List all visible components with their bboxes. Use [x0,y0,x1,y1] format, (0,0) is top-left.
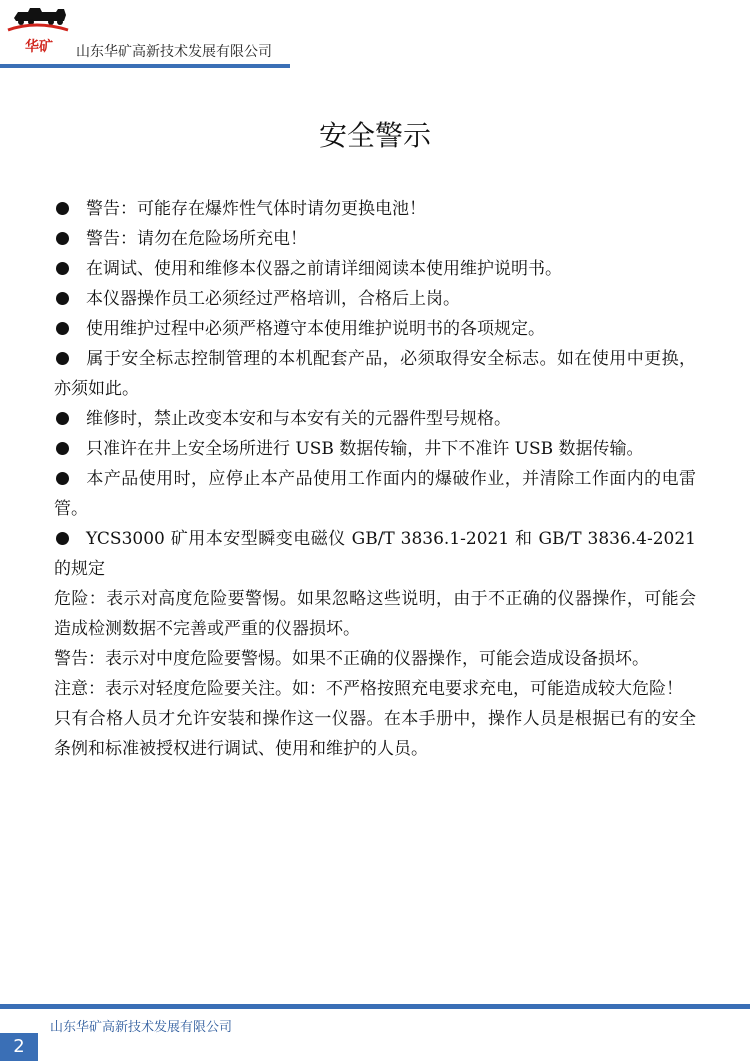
bullet-text: 警告：请勿在危险场所充电！ [86,229,307,249]
bullet-dot-icon [56,322,69,335]
page-number: 2 [0,1033,38,1061]
bullet-dot-icon [56,442,69,455]
bullet-item [54,344,696,404]
bullet-dot-icon [56,292,69,305]
bullet-item [54,284,696,314]
bullet-dot-icon [56,472,69,485]
bullet-dot-icon [56,232,69,245]
warning-paragraph: 警告：表示对中度危险要警惕。如果不正确的仪器操作，可能会造成设备损坏。 [54,649,649,669]
bullet-item [54,314,696,344]
page-header [0,0,750,72]
page-title: 安全警示 [318,119,431,152]
bullet-text: 在调试、使用和维修本仪器之前请详细阅读本使用维护说明书。 [86,259,562,279]
bullet-item [54,254,696,284]
bullet-item [54,224,696,254]
bullet-dot-icon [56,202,69,215]
bullet-text: 本产品使用时，应停止本产品使用工作面内的爆破作业，并清除工作面内的电雷管。 [54,469,696,519]
bullet-item [54,524,696,584]
bullet-dot-icon [56,352,69,365]
bullet-dot-icon [56,262,69,275]
bullet-text: 本仪器操作员工必须经过严格培训，合格后上岗。 [86,289,460,309]
bullet-item [54,434,696,464]
bullet-text: 只准许在井上安全场所进行 USB 数据传输，井下不准许 USB 数据传输。 [86,439,644,459]
bullet-dot-icon [56,412,69,425]
footer-company-name: 山东华矿高新技术发展有限公司 [50,1020,233,1035]
qualified-personnel-paragraph: 只有合格人员才允许安装和操作这一仪器。在本手册中，操作人员是根据已有的安全条例和标准被授权进行调试、使用和维护的人员。 [54,709,696,759]
danger-paragraph: 危险：表示对高度危险要警惕。如果忽略这些说明，由于不正确的仪器操作，可能会造成检测数据不完善或严重的仪器损坏。 [54,589,696,639]
company-logo-icon [6,4,72,56]
bullet-item [54,404,696,434]
header-company-name: 山东华矿高新技术发展有限公司 [76,44,272,60]
bullet-text: 维修时，禁止改变本安和与本安有关的元器件型号规格。 [86,409,511,429]
bullet-text: 警告：可能存在爆炸性气体时请勿更换电池！ [86,199,426,219]
safety-warning-content [54,194,696,764]
footer-divider [0,1004,750,1009]
bullet-text: 属于安全标志控制管理的本机配套产品，必须取得安全标志。如在使用中更换，亦须如此。 [54,349,696,399]
bullet-text: YCS3000 矿用本安型瞬变电磁仪 GB/T 3836.1-2021 和 GB/T 3836.4-2021 的规定 [54,529,696,579]
bullet-text: 使用维护过程中必须严格遵守本使用维护说明书的各项规定。 [86,319,545,339]
logo-text: 华矿 [25,39,53,55]
caution-paragraph: 注意：表示对轻度危险要关注。如：不严格按照充电要求充电，可能造成较大危险！ [54,679,683,699]
bullet-item [54,464,696,524]
bullet-dot-icon [56,532,69,545]
bullet-item [54,194,696,224]
header-divider [0,64,290,68]
